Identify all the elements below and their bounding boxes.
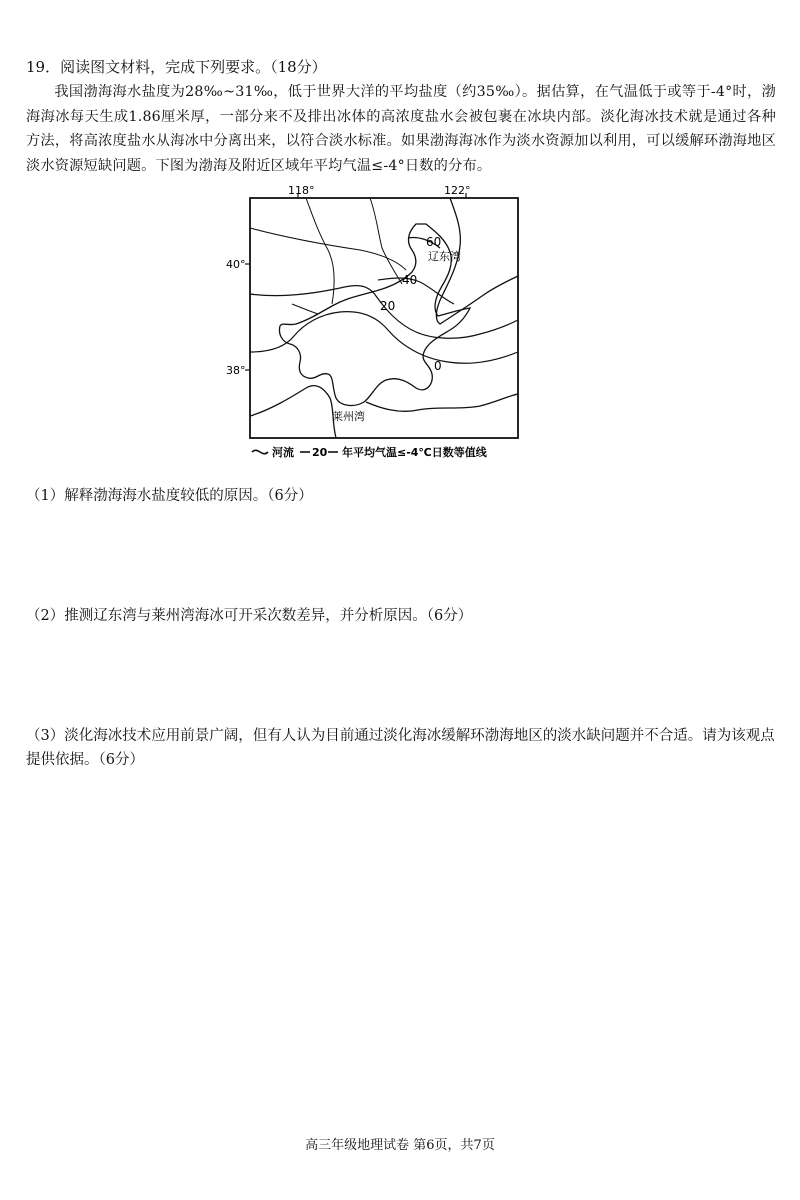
isoline-label-40: 40 bbox=[402, 273, 418, 287]
question-title: 19．阅读图文材料，完成下列要求。（18分） bbox=[26, 58, 327, 76]
legend-isoline-sample: 20 bbox=[312, 446, 328, 459]
lon-label-122: 122° bbox=[444, 184, 471, 197]
lat-label-38: 38° bbox=[226, 364, 246, 377]
bohai-isoline-map bbox=[220, 184, 530, 464]
legend-isoline-label: 年平均气温≤-4℃日数等值线 bbox=[342, 446, 487, 459]
subquestion-1: （1）解释渤海海水盐度较低的原因。（6分） bbox=[26, 488, 313, 504]
legend-river-symbol bbox=[252, 450, 268, 453]
place-label-liaodong-bay: 辽东湾 bbox=[428, 250, 461, 263]
shandong-peninsula bbox=[366, 394, 518, 411]
lat-label-40: 40° bbox=[226, 258, 246, 271]
isoline-label-20: 20 bbox=[380, 299, 396, 313]
lon-label-118: 118° bbox=[288, 184, 315, 197]
isoline-label-60: 60 bbox=[426, 235, 442, 249]
place-label-laizhou-bay: 莱州湾 bbox=[332, 410, 365, 423]
map-legend bbox=[252, 445, 488, 459]
legend-river-label: 河流 bbox=[272, 446, 294, 459]
page-footer: 高三年级地理试卷 第6页，共7页 bbox=[305, 1138, 495, 1153]
south-coast bbox=[250, 386, 336, 438]
subquestion-3: （3）淡化海冰技术应用前景广阔，但有人认为目前通过淡化海冰缓解环渤海地区的淡水缺问题并不合适。请为该观点提供依据。（6分） bbox=[26, 728, 775, 768]
material-paragraph: 我国渤海海水盐度为28‰~31‰，低于世界大洋的平均盐度（约35‰）。据估算，在气温低于或等于-4°时，渤海海冰每天生成1.86厘米厚，一部分来不及排出冰体的高浓度盐水会被包裹在冰块内部。淡化海冰技术就是通过各种方法，将高浓度盐水从海冰中分离出来，以符合淡水标准。如果渤海海冰作为淡水资源加以利用，可以缓解环渤海地区淡水资源短缺问题。下图为渤海及附近区域年平均气温≤-4°日数的分布。 bbox=[26, 84, 776, 174]
subquestion-2: （2）推测辽东湾与莱州湾海冰可开采次数差异，并分析原因。（6分） bbox=[26, 608, 473, 624]
isoline-label-0: 0 bbox=[434, 359, 442, 373]
